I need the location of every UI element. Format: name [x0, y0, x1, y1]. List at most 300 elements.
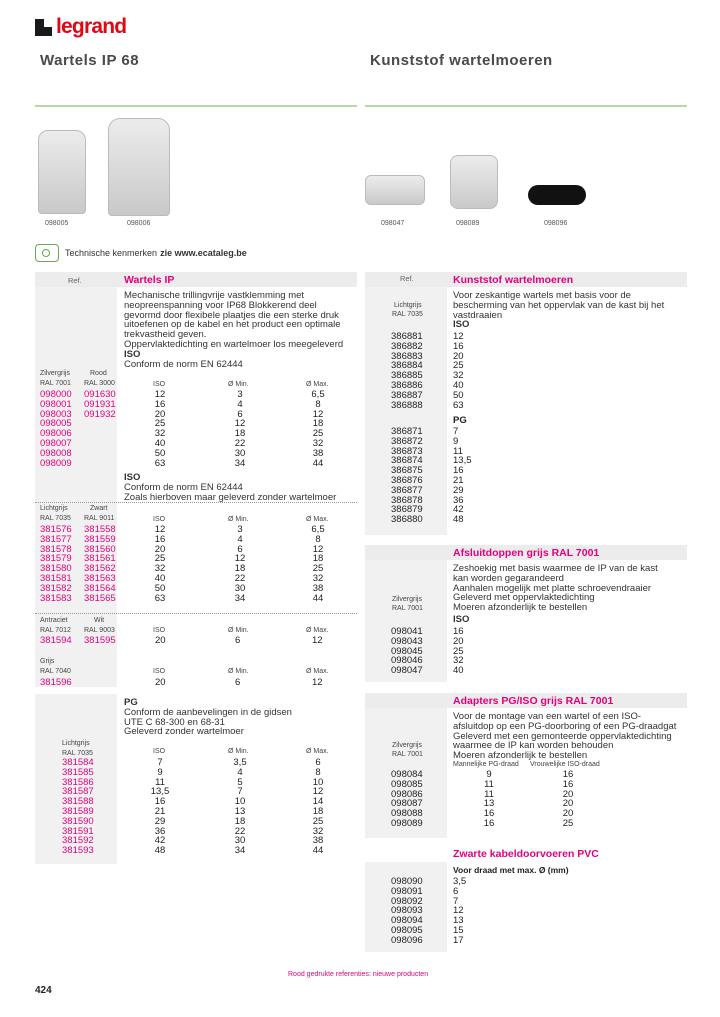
val: 3 — [237, 524, 243, 535]
ref: 381581 — [40, 572, 72, 584]
val: 25 — [562, 817, 574, 829]
val: 42 — [154, 835, 166, 847]
ref: 381579 — [40, 553, 72, 565]
val: 16 — [483, 817, 495, 829]
iso-heading: ISO — [453, 613, 470, 625]
val: 11 — [453, 445, 463, 457]
right-page-title: Kunststof wartelmoeren — [370, 52, 553, 69]
iso-column — [145, 390, 175, 468]
desc-line: Voor de montage van een wartel of een ISO- — [453, 711, 642, 722]
ref-column-2 — [84, 525, 116, 603]
val: 25 — [453, 645, 464, 657]
val: 29 — [453, 484, 464, 496]
val: 12 — [312, 786, 324, 798]
val: 4 — [237, 398, 243, 410]
desc-line: Aanhalen mogelijk met platte schroevendraaier — [453, 582, 652, 594]
val: 50 — [154, 447, 166, 459]
val: 30 — [234, 447, 246, 459]
val: 20 — [155, 677, 166, 688]
val: 25 — [312, 428, 324, 440]
s3-pg-vals — [474, 770, 504, 829]
val: 20 — [154, 543, 166, 555]
norm-line: Conform de norm EN 62444 — [124, 358, 243, 370]
ref: 098046 — [391, 655, 423, 667]
left-section-bar — [35, 272, 357, 287]
col-header-min: Ø Min. — [228, 381, 249, 388]
product-image-098089 — [450, 155, 498, 209]
val: 7 — [453, 895, 459, 907]
val: 5 — [237, 776, 243, 788]
ref: 381591 — [62, 825, 94, 837]
val: 22 — [234, 437, 246, 449]
desc-line: vastdraaien — [453, 309, 503, 321]
val: 14 — [312, 796, 324, 808]
desc-line: Mechanische trillingvrije vastklemming met — [124, 290, 305, 301]
val: 25 — [154, 418, 166, 430]
ref: 098094 — [391, 915, 423, 927]
s1-description — [453, 291, 664, 330]
ral-label: RAL 9011 — [84, 515, 115, 522]
ref: 381559 — [84, 533, 116, 545]
col-header-min: Ø Min. — [228, 516, 249, 523]
ref: 386877 — [391, 484, 423, 496]
ref: 091630 — [84, 389, 116, 400]
val: 25 — [453, 360, 464, 372]
min-column — [225, 390, 255, 468]
val: 32 — [154, 563, 166, 575]
legrand-logo-icon — [35, 19, 52, 36]
val: 63 — [154, 457, 166, 469]
col-header-max: Ø Max. — [306, 748, 329, 755]
s1-pg-vals — [453, 427, 472, 525]
ref: 381593 — [62, 845, 94, 857]
val: 18 — [312, 553, 324, 565]
ref: 386874 — [391, 455, 423, 467]
desc-line: bescherming van het oppervlak van de kast bij het — [453, 299, 665, 311]
val: 7 — [157, 757, 163, 768]
desc-line: waarmee de IP kan worden behouden — [453, 740, 614, 752]
ref: 098045 — [391, 645, 423, 657]
ref: 381563 — [84, 572, 116, 584]
s2-vals — [453, 627, 464, 676]
val: 13 — [453, 915, 464, 927]
ref: 381586 — [62, 776, 94, 788]
val: 12 — [234, 553, 246, 565]
caption-098096: 098096 — [544, 220, 568, 227]
s4-vals — [453, 877, 466, 946]
val: 12 — [312, 543, 324, 555]
ref-098000: 098000 — [40, 389, 72, 400]
val: 11 — [484, 778, 494, 790]
ref-column — [40, 390, 72, 468]
val: 16 — [154, 796, 166, 808]
val: 25 — [312, 815, 324, 827]
brand-name: legrand — [56, 15, 127, 38]
col-header-max: Ø Max. — [306, 381, 329, 388]
col-header-iso: ISO — [153, 627, 166, 634]
val: 18 — [312, 418, 324, 430]
val: 9 — [157, 766, 163, 778]
val: 3,5 — [233, 757, 247, 768]
iso-heading: ISO — [453, 319, 470, 331]
ref: 386887 — [391, 389, 423, 401]
desc-line: Conform de norm EN 62444 — [124, 481, 243, 493]
val: 32 — [312, 825, 324, 837]
ref: 098086 — [391, 788, 423, 800]
s2-description — [453, 564, 658, 625]
val: 18 — [234, 815, 246, 827]
val: 6 — [235, 677, 241, 688]
val: 16 — [453, 465, 464, 477]
val: 50 — [453, 389, 464, 401]
ref: 386883 — [391, 350, 423, 362]
left-ref-header: Ref. — [68, 276, 82, 285]
iso2-description — [124, 473, 336, 502]
val: 25 — [312, 563, 324, 575]
tech-characteristics-line — [35, 244, 247, 262]
col-header-iso: Vrouwelijke ISO-draad — [530, 761, 600, 768]
val: 16 — [154, 533, 166, 545]
caption-098006: 098006 — [127, 220, 151, 227]
right-title-rule — [365, 105, 687, 107]
ref-381595: 381595 — [84, 635, 116, 646]
val: 16 — [562, 778, 574, 790]
val: 34 — [234, 845, 246, 857]
iso-heading: ISO — [124, 348, 141, 360]
ref: 381580 — [40, 563, 72, 575]
val: 12 — [312, 677, 323, 688]
desc-line: Zoals hierboven maar geleverd zonder wartelmoer — [124, 491, 337, 503]
divider — [35, 502, 357, 503]
ref: 386875 — [391, 465, 423, 477]
val: 12 — [234, 418, 246, 430]
ref: 381588 — [62, 796, 94, 808]
desc-line: Voor zeskantige wartels met basis voor de — [453, 290, 631, 301]
ref: 386881 — [391, 331, 423, 342]
ref-098003: 098003 — [40, 408, 72, 420]
val: 32 — [312, 572, 324, 584]
val: 20 — [155, 635, 166, 646]
footnote: Rood gedrukte referenties: nieuwe producten — [288, 971, 429, 978]
color-label: Lichtgrijs — [62, 740, 90, 747]
val: 38 — [312, 582, 324, 594]
ref-381594: 381594 — [40, 635, 72, 646]
ral-label: RAL 3000 — [84, 380, 115, 387]
ral-label: RAL 7012 — [40, 627, 71, 634]
ref: 098088 — [391, 808, 423, 820]
ref: 098084 — [391, 769, 423, 780]
val: 38 — [312, 835, 324, 847]
val: 30 — [234, 582, 246, 594]
ref: 381592 — [62, 835, 94, 847]
ral-label: RAL 7035 — [392, 311, 423, 318]
left-description — [124, 291, 343, 369]
ref: 098090 — [391, 876, 423, 887]
val: 12 — [312, 635, 323, 646]
ral-label: RAL 7001 — [392, 751, 423, 758]
product-image-098005 — [38, 130, 86, 214]
min-column — [225, 525, 255, 603]
val: 40 — [453, 379, 464, 391]
val: 32 — [453, 655, 464, 667]
val: 63 — [154, 592, 166, 604]
ref: 386871 — [391, 426, 423, 437]
val: 20 — [453, 635, 464, 647]
val: 4 — [237, 533, 243, 545]
val: 8 — [315, 398, 321, 410]
val: 6 — [237, 408, 243, 420]
val: 34 — [234, 457, 246, 469]
color-label: Zilvergrijs — [40, 370, 70, 377]
ref: 386886 — [391, 379, 423, 391]
val: 8 — [315, 766, 321, 778]
val: 30 — [234, 835, 246, 847]
ref: 091931 — [84, 398, 116, 410]
ref-098007: 098007 — [40, 437, 72, 449]
val: 21 — [154, 805, 166, 817]
ref: 381576 — [40, 524, 72, 535]
color-label: Zwart — [90, 505, 108, 512]
val: 12 — [453, 331, 464, 342]
col-header-iso: ISO — [153, 748, 166, 755]
val: 13 — [234, 805, 246, 817]
val: 18 — [312, 805, 324, 817]
desc-line: Geleverd met een gemonteerde oppervlaktedichting — [453, 730, 672, 742]
max-column — [303, 390, 333, 468]
val: 16 — [453, 340, 464, 352]
ref: 381560 — [84, 543, 116, 555]
val: 38 — [312, 447, 324, 459]
ref: 098091 — [391, 885, 423, 897]
val: 13,5 — [453, 455, 472, 467]
ref-098009: 098009 — [40, 457, 72, 469]
col-header-iso: ISO — [153, 668, 166, 675]
val: 6,5 — [311, 389, 325, 400]
val: 22 — [234, 825, 246, 837]
ref: 381562 — [84, 563, 116, 575]
ref-column — [62, 758, 94, 856]
desc-line: Geleverd zonder wartelmoer — [124, 726, 244, 738]
val: 16 — [562, 769, 574, 780]
desc-line: Moeren afzonderlijk te bestellen — [453, 750, 588, 762]
ref: 098043 — [391, 635, 423, 647]
col-header-min: Ø Min. — [228, 668, 249, 675]
val: 17 — [453, 934, 464, 946]
val: 16 — [483, 808, 495, 820]
caption-098089: 098089 — [456, 220, 480, 227]
col-header-max: Ø Max. — [306, 516, 329, 523]
col-header-pg: Mannelijke PG-draad — [453, 761, 519, 768]
desc-line: Oppervlaktedichting en wartelmoer los meegeleverd — [124, 338, 344, 350]
val: 12 — [312, 408, 324, 420]
val: 6 — [235, 635, 241, 646]
val: 20 — [453, 350, 464, 362]
ref: 098092 — [391, 895, 423, 907]
s2-title: Afsluitdoppen grijs RAL 7001 — [453, 547, 600, 559]
ref-column-2 — [84, 390, 116, 419]
left-section-title: Wartels IP — [124, 274, 175, 286]
ral-label: RAL 7001 — [40, 380, 71, 387]
ral-label: RAL 7035 — [62, 750, 93, 757]
desc-line: UTE C 68-300 en 68-31 — [124, 716, 225, 728]
s3-title: Adapters PG/ISO grijs RAL 7001 — [453, 695, 614, 707]
val: 3,5 — [453, 876, 467, 887]
s2-refs — [391, 627, 423, 676]
val: 44 — [312, 592, 324, 604]
tech-link[interactable]: zie www.ecataleg.be — [160, 248, 247, 258]
iso-heading: ISO — [124, 472, 141, 483]
val: 12 — [154, 389, 166, 400]
legrand-logo — [35, 15, 126, 39]
ref: 381577 — [40, 533, 72, 545]
color-label: Rood — [90, 370, 107, 377]
col-header-iso: ISO — [153, 381, 166, 388]
val: 4 — [237, 766, 243, 778]
val: 20 — [562, 788, 574, 800]
ref: 386884 — [391, 360, 423, 372]
val: 48 — [154, 845, 166, 857]
val: 29 — [154, 815, 166, 827]
val: 42 — [453, 504, 464, 516]
ral-label: RAL 7040 — [40, 668, 71, 675]
ref: 386882 — [391, 340, 423, 352]
ref: 386879 — [391, 504, 423, 516]
val: 40 — [453, 665, 464, 677]
ref: 098093 — [391, 905, 423, 917]
val: 20 — [154, 408, 166, 420]
max-column — [303, 758, 333, 856]
ref: 091932 — [84, 408, 116, 420]
s1-title: Kunststof wartelmoeren — [453, 274, 574, 286]
ref-098001: 098001 — [40, 398, 72, 410]
ref: 381587 — [62, 786, 94, 798]
ecatalog-icon — [35, 244, 59, 262]
val: 11 — [155, 776, 165, 788]
val: 8 — [315, 533, 321, 545]
desc-line: uitoefenen op de kabel en het product een optimale — [124, 319, 341, 331]
val: 21 — [453, 474, 464, 486]
pg-heading: PG — [453, 415, 467, 426]
val: 22 — [234, 572, 246, 584]
desc-line: Conform de aanbevelingen in de gidsen — [124, 706, 292, 718]
ref: 098089 — [391, 817, 423, 829]
color-label: Wit — [94, 617, 105, 624]
ref: 381584 — [62, 757, 94, 768]
left-title-rule — [35, 105, 357, 107]
ref: 381564 — [84, 582, 116, 594]
val: 10 — [234, 796, 246, 808]
val: 40 — [154, 572, 166, 584]
color-label: Lichtgrijs — [40, 505, 68, 512]
val: 7 — [453, 426, 459, 437]
val: 12 — [453, 905, 464, 917]
max-column — [303, 525, 333, 603]
desc-line: Zeshoekig met basis waarmee de IP van de kast — [453, 563, 658, 574]
desc-line: trekvastheid geven. — [124, 329, 207, 341]
ref: 386888 — [391, 399, 423, 411]
ref: 381578 — [40, 543, 72, 555]
desc-line: neopreenspanning voor IP68 Blokkerend deel — [124, 299, 317, 311]
val: 11 — [484, 788, 494, 800]
val: 10 — [312, 776, 324, 788]
s3-description — [453, 712, 676, 761]
val: 9 — [453, 435, 459, 447]
desc-line: Geleverd met oppervlaktedichting — [453, 592, 595, 604]
val: 16 — [154, 398, 166, 410]
col-header-iso: ISO — [153, 516, 166, 523]
ref: 386885 — [391, 370, 423, 382]
col-header-max: Ø Max. — [306, 668, 329, 675]
val: 32 — [154, 428, 166, 440]
val: 12 — [154, 524, 166, 535]
val: 6 — [315, 757, 321, 768]
val: 34 — [234, 592, 246, 604]
right-ref-header: Ref. — [400, 274, 414, 283]
ref-column — [40, 525, 72, 603]
page-number: 424 — [35, 985, 52, 996]
ref-381596: 381596 — [40, 677, 72, 688]
ral-label: RAL 7035 — [40, 515, 71, 522]
val: 3 — [237, 389, 243, 400]
s3-iso-vals — [553, 770, 583, 829]
product-image-098096 — [528, 185, 586, 205]
s4-title: Zwarte kabeldoorvoeren PVC — [453, 848, 599, 860]
caption-098047: 098047 — [381, 220, 405, 227]
val: 36 — [154, 825, 166, 837]
val: 63 — [453, 399, 464, 411]
col-header-max: Ø Max. — [306, 627, 329, 634]
val: 48 — [453, 514, 464, 526]
desc-line: afsluitdop op een PG-doorboring of een PG-draadgat — [453, 720, 677, 732]
val: 6 — [237, 543, 243, 555]
val: 36 — [453, 494, 464, 506]
desc-line: Moeren afzonderlijk te bestellen — [453, 602, 588, 614]
ref: 386878 — [391, 494, 423, 506]
iso-column — [145, 525, 175, 603]
ref: 098041 — [391, 626, 423, 637]
s1-iso-refs — [391, 332, 423, 410]
val: 40 — [154, 437, 166, 449]
ref: 098096 — [391, 934, 423, 946]
val: 44 — [312, 457, 324, 469]
ref: 098087 — [391, 798, 423, 810]
val: 6,5 — [311, 524, 325, 535]
desc-line: kan worden gegarandeerd — [453, 572, 564, 584]
s3-refs — [391, 770, 423, 829]
tech-prefix: Technische kenmerken — [65, 248, 158, 258]
ref-098006: 098006 — [40, 428, 72, 440]
val: 18 — [234, 563, 246, 575]
ref: 386872 — [391, 435, 423, 447]
col-header-min: Ø Min. — [228, 627, 249, 634]
iso-column — [145, 758, 175, 856]
desc-line: gevormd door flexibele plaatjes die een sterke druk — [124, 309, 339, 321]
val: 32 — [312, 437, 324, 449]
ref: 381590 — [62, 815, 94, 827]
color-label: Lichtgrijs — [394, 302, 422, 309]
color-label: Antraciet — [40, 617, 68, 624]
val: 50 — [154, 582, 166, 594]
val: 7 — [237, 786, 243, 798]
val: 13 — [483, 798, 495, 810]
ref: 381589 — [62, 805, 94, 817]
product-image-098006 — [108, 118, 170, 216]
val: 16 — [453, 626, 464, 637]
s1-pg-refs — [391, 427, 423, 525]
s4-refs — [391, 877, 423, 946]
color-label: Grijs — [40, 658, 55, 665]
val: 6 — [453, 885, 459, 897]
